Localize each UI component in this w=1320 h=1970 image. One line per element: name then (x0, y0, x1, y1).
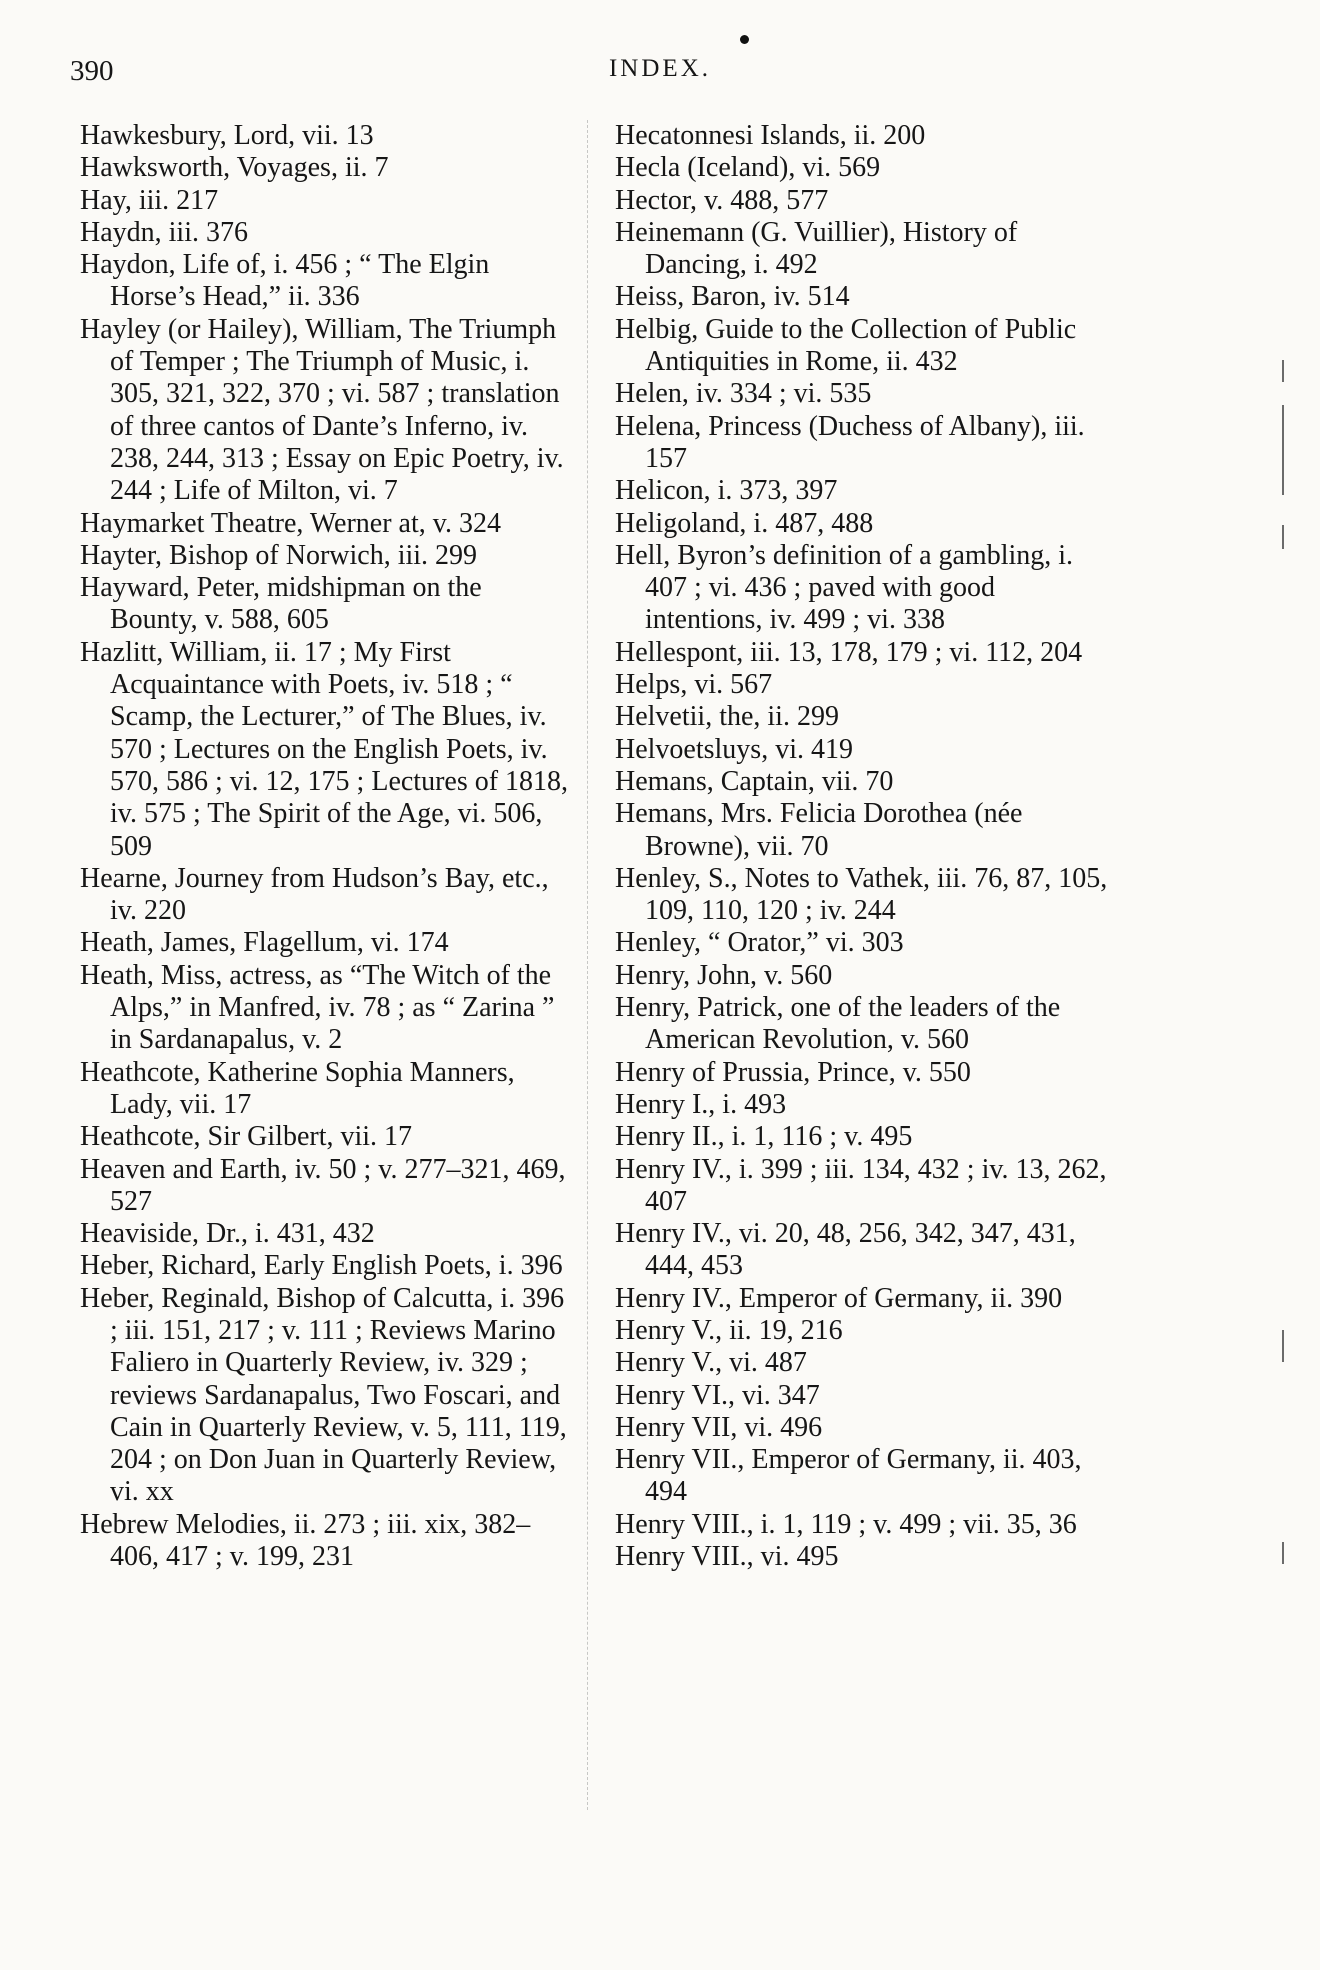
index-entry: Heber, Richard, Early English Poets, i. 396 (80, 1250, 563, 1282)
page-number: 390 (70, 55, 114, 87)
index-entry: Henry, Patrick, one of the leaders of the American Revolution, v. 560 (615, 992, 1061, 1056)
index-entry: Haydn, iii. 376 (80, 216, 248, 248)
index-entry: Hecatonnesi Islands, ii. 200 (615, 120, 926, 151)
index-entry: Hemans, Captain, vii. 70 (615, 765, 894, 797)
index-entry: Hayley (or Hailey), William, The Triumph of Temper ; The Triumph of Music, i. 305, 321, 322, 370 ; vi. 587 ; translation of three cantos of Dante’s Inferno, iv. 238, 244, 313 ; Essay on Epic Poetry, iv. 244 ; Life of Milton, vi. 7 (80, 313, 564, 507)
index-entry: Helicon, i. 373, 397 (615, 475, 838, 507)
index-entry: Heiss, Baron, iv. 514 (615, 281, 850, 313)
index-entry: Heathcote, Sir Gilbert, vii. 17 (80, 1121, 413, 1153)
index-entry: Henry IV., Emperor of Germany, ii. 390 (615, 1282, 1063, 1314)
index-entry: Hemans, Mrs. Felicia Dorothea (née Browne), vii. 70 (615, 798, 1023, 862)
index-entry: Helvetii, the, ii. 299 (615, 701, 839, 733)
index-entry: Haydon, Life of, i. 456 ; “ The Elgin Horse’s Head,” ii. 336 (80, 249, 490, 313)
index-entry: Heber, Reginald, Bishop of Calcutta, i. 396 ; iii. 151, 217 ; v. 111 ; Reviews Marino Faliero in Quarterly Review, iv. 329 ; reviews Sardanapalus, Two Foscari, and Cain in Quarterly Review, v. 5, 111, 119, 204 ; on Don Juan in Quarterly Review, vi. xx (80, 1282, 567, 1508)
index-entry: Heath, James, Flagellum, vi. 174 (80, 927, 449, 959)
index-entry: Heligoland, i. 487, 488 (615, 507, 874, 539)
index-entry: Henry VII, vi. 496 (615, 1411, 823, 1443)
index-entry: Henry VII., Emperor of Germany, ii. 403, 494 (615, 1444, 1082, 1508)
index-entry: Henry IV., vi. 20, 48, 256, 342, 347, 431, 444, 453 (615, 1218, 1076, 1282)
index-entry: Heath, Miss, actress, as “The Witch of the Alps,” in Manfred, iv. 78 ; as “ Zarina ” in Sardanapalus, v. 2 (80, 959, 555, 1056)
index-entry: Heinemann (G. Vuillier), History of Dancing, i. 492 (615, 216, 1018, 281)
index-entry: Helbig, Guide to the Collection of Public Antiquities in Rome, ii. 432 (615, 313, 1077, 378)
scan-edge-mark (1282, 1330, 1284, 1362)
ink-dot (740, 35, 749, 44)
index-entry: Henry I., i. 493 (615, 1088, 787, 1120)
index-entry: Hellespont, iii. 13, 178, 179 ; vi. 112, 204 (615, 636, 1083, 668)
index-entry: Henry VI., vi. 347 (615, 1379, 820, 1411)
index-entry: Henley, “ Orator,” vi. 303 (615, 927, 904, 959)
index-entry: Hearne, Journey from Hudson’s Bay, etc., iv. 220 (80, 862, 549, 927)
index-entry: Hell, Byron’s definition of a gambling, i. 407 ; vi. 436 ; paved with good intentions, iv. 499 ; vi. 338 (615, 539, 1074, 636)
column-divider (587, 120, 588, 1810)
index-entry: Hazlitt, William, ii. 17 ; My First Acquaintance with Poets, iv. 518 ; “ Scamp, the Lecturer,” of The Blues, iv. 570 ; Lectures on the English Poets, iv. 570, 586 ; vi. 12, 175 ; Lectures of 1818, iv. 575 ; The Spirit of the Age, vi. 506, 509 (80, 636, 569, 862)
index-entry: Henry IV., i. 399 ; iii. 134, 432 ; iv. 13, 262, 407 (615, 1153, 1107, 1217)
index-entry: Hecla (Iceland), vi. 569 (615, 152, 881, 184)
index-entry: Henry VIII., i. 1, 119 ; v. 499 ; vii. 35, 36 (615, 1508, 1077, 1540)
index-entry: Henry of Prussia, Prince, v. 550 (615, 1056, 971, 1088)
page-title: INDEX. (608, 55, 711, 82)
index-column-right (615, 120, 1115, 1573)
index-entry: Hector, v. 488, 577 (615, 184, 829, 216)
index-entry: Heaven and Earth, iv. 50 ; v. 277–321, 469, 527 (80, 1153, 566, 1217)
index-entry: Heaviside, Dr., i. 431, 432 (80, 1218, 375, 1250)
index-entry: Hebrew Melodies, ii. 273 ; iii. xix, 382–406, 417 ; v. 199, 231 (80, 1508, 531, 1573)
index-column-left (80, 120, 575, 1573)
index-entry: Helvoetsluys, vi. 419 (615, 733, 853, 765)
index-entry: Henry V., vi. 487 (615, 1347, 807, 1379)
index-entry: Hayter, Bishop of Norwich, iii. 299 (80, 539, 478, 571)
index-entry: Hay, iii. 217 (80, 184, 219, 216)
index-entry: Helen, iv. 334 ; vi. 535 (615, 378, 872, 410)
scan-edge-mark (1282, 405, 1284, 495)
index-entry: Hayward, Peter, midshipman on the Bounty, v. 588, 605 (80, 572, 482, 636)
scan-edge-mark (1282, 1542, 1284, 1564)
index-entry: Henry II., i. 1, 116 ; v. 495 (615, 1121, 913, 1153)
index-entry: Helps, vi. 567 (615, 669, 773, 701)
index-entry: Henley, S., Notes to Vathek, iii. 76, 87, 105, 109, 110, 120 ; iv. 244 (615, 862, 1108, 927)
index-entry: Haymarket Theatre, Werner at, v. 324 (80, 507, 501, 539)
index-entry: Henry, John, v. 560 (615, 959, 833, 991)
index-entry: Heathcote, Katherine Sophia Manners, Lady, vii. 17 (80, 1056, 515, 1120)
index-entry: Henry V., ii. 19, 216 (615, 1314, 843, 1346)
scan-edge-mark (1282, 360, 1284, 382)
index-entry: Helena, Princess (Duchess of Albany), iii. 157 (615, 410, 1085, 474)
index-entry: Hawkesbury, Lord, vii. 13 (80, 120, 374, 151)
scan-edge-mark (1282, 525, 1284, 549)
index-entry: Hawksworth, Voyages, ii. 7 (80, 152, 389, 184)
index-entry: Henry VIII., vi. 495 (615, 1541, 839, 1573)
